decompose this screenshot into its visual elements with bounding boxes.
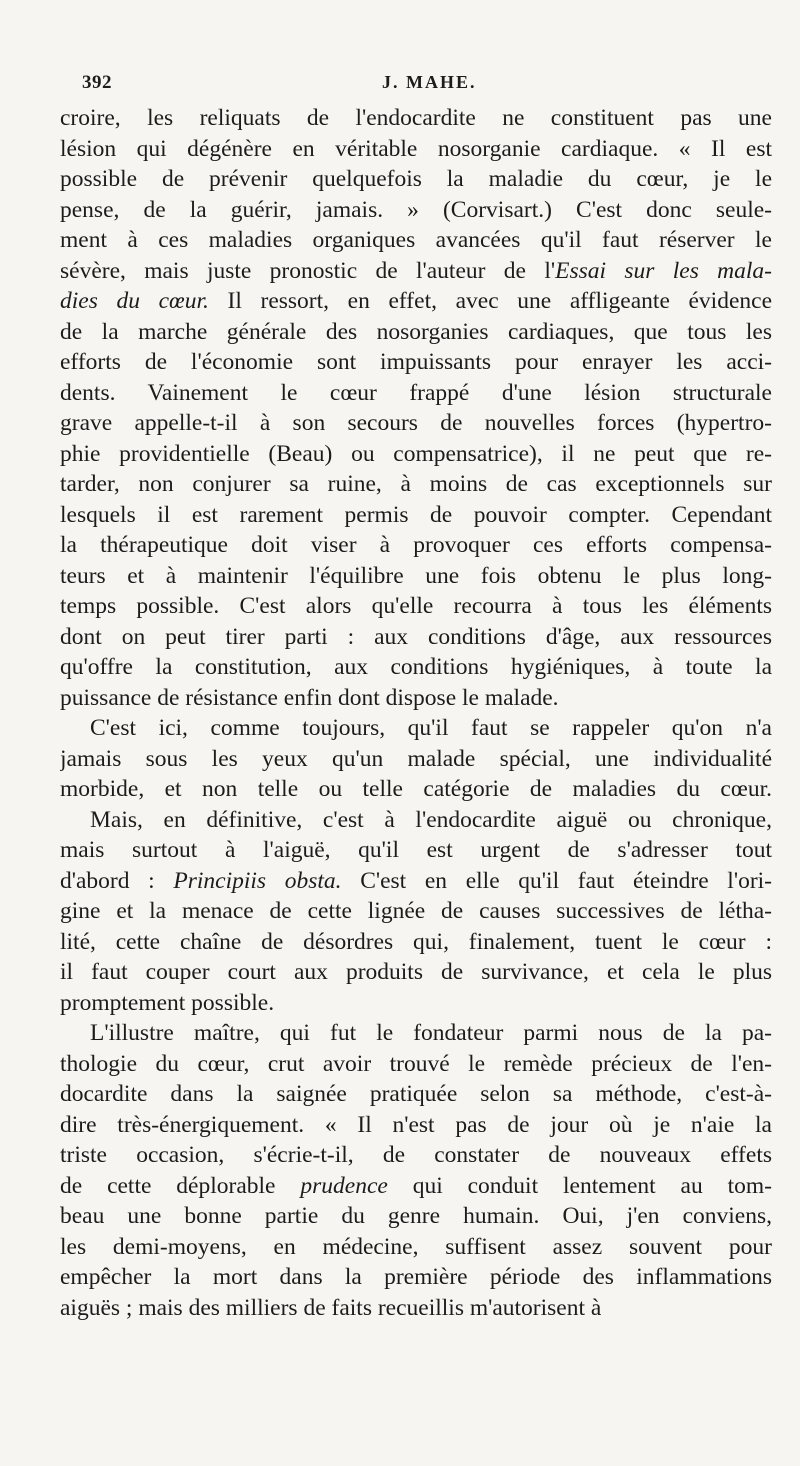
text-line [60,317,772,348]
text-line [60,1079,772,1110]
line-text: pense, de la guérir, jamais. » (Corvisart.) C'est donc seule- [60,196,772,223]
text-line [60,1018,772,1049]
text-line [60,134,772,165]
text-line [60,896,772,927]
text-line [60,1293,772,1324]
line-text: C'est ici, comme toujours, qu'il faut se rappeler qu'on n'a [90,715,772,741]
text-line [60,561,772,592]
line-text: efforts de l'économie sont impuissants pour enrayer les acci- [60,349,772,375]
line-text: temps possible. C'est alors qu'elle recourra à tous les éléments [60,593,772,619]
line-text: Mais, en définitive, c'est à l'endocardite aiguë ou chronique, [90,806,772,833]
text-line [60,1049,772,1080]
italic-text: dies du cœur. [60,288,209,314]
line-text: croire, les reliquats de l'endocardite ne constituent pas une [60,105,772,131]
line-text: qu'offre la constitution, aux conditions hygiéniques, à toute la [60,654,772,680]
body-text [60,103,772,1323]
text-line [60,408,772,439]
italic-text: prudence [300,1172,388,1199]
text-line [60,744,772,775]
line-text: lésion qui dégénère en véritable nosorganie cardiaque. « Il est [60,135,772,162]
line-text: jamais sous les yeux qu'un malade spécial, une individualité [60,745,772,772]
line-text: de la marche générale des nosorganies cardiaques, que tous les [60,318,772,345]
text-line [60,774,772,805]
line-text: triste occasion, s'écrie-t-il, de constater de nouveaux effets [60,1142,772,1168]
line-text: tarder, non conjurer sa ruine, à moins de cas exceptionnels sur [60,471,772,497]
text-line [60,1110,772,1141]
line-text: mais surtout à l'aiguë, qu'il est urgent de s'adresser tout [60,837,772,863]
text-line [60,1232,772,1263]
text-line [60,927,772,958]
line-text: les demi-moyens, en médecine, suffisent assez souvent pour [60,1233,772,1260]
line-text: Il ressort, en effet, avec une affligeante évidence [208,288,772,314]
text-line [60,164,772,195]
text-line [60,988,772,1019]
line-text: lesquels il est rarement permis de pouvoir compter. Cependant [60,501,772,528]
text-line [60,439,772,470]
italic-text: Principiis obsta. [173,867,342,894]
line-text: morbide, et non telle ou telle catégorie de maladies du cœur. [60,776,772,802]
text-line [60,805,772,836]
text-line [60,1140,772,1171]
text-line [60,286,772,317]
text-line [60,957,772,988]
text-line [60,530,772,561]
line-text: de cette déplorable [60,1172,301,1199]
text-line [60,591,772,622]
line-text: la thérapeutique doit viser à provoquer ces efforts compensa- [60,532,772,558]
line-text: C'est en elle qu'il faut éteindre l'ori- [341,867,772,894]
line-text: dents. Vainement le cœur frappé d'une lésion structurale [60,379,772,406]
text-line [60,225,772,256]
page-header [82,72,772,100]
line-text: qui conduit lentement au tom- [387,1172,772,1199]
line-text: possible de prévenir quelquefois la maladie du cœur, je le [60,166,772,192]
line-text: phie providentielle (Beau) ou compensatrice), il ne peut que re- [60,440,772,467]
italic-text: Essai sur les mala- [555,257,772,284]
text-line [60,378,772,409]
text-line [60,652,772,683]
line-text: empêcher la mort dans la première période des inflammations [60,1264,772,1290]
text-line [60,469,772,500]
running-head: J. MAHE. [382,72,477,92]
line-text: il faut couper court aux produits de survivance, et cela le plus [60,959,772,985]
text-line [60,1262,772,1293]
line-text: promptement possible. [60,989,275,1016]
line-text: gine et la menace de cette lignée de causes successives de létha- [60,898,772,924]
line-text: puissance de résistance enfin dont dispose le malade. [60,684,559,711]
text-line [60,866,772,897]
page-number: 392 [82,72,112,93]
line-text: ment à ces maladies organiques avancées qu'il faut réserver le [60,227,772,253]
line-text: dont on peut tirer parti : aux conditions d'âge, aux ressources [60,623,772,650]
line-text: d'abord : [60,867,174,894]
line-text: sévère, mais juste pronostic de l'auteur de l' [60,257,556,284]
text-line [60,835,772,866]
text-line [60,347,772,378]
line-text: L'illustre maître, qui fut le fondateur parmi nous de la pa- [90,1020,772,1046]
text-line [60,683,772,714]
text-line [60,622,772,653]
line-text: aiguës ; mais des milliers de faits recueillis m'autorisent à [60,1294,602,1321]
text-line [60,713,772,744]
line-text: lité, cette chaîne de désordres qui, finalement, tuent le cœur : [60,928,772,955]
line-text: teurs et à maintenir l'équilibre une fois obtenu le plus long- [60,562,772,589]
text-line [60,195,772,226]
text-line [60,500,772,531]
line-text: dire très-énergiquement. « Il n'est pas de jour où je n'aie la [60,1111,772,1138]
text-line [60,1201,772,1232]
line-text: beau une bonne partie du genre humain. Oui, j'en conviens, [60,1203,772,1229]
text-line [60,1171,772,1202]
text-line [60,103,772,134]
line-text: grave appelle-t-il à son secours de nouvelles forces (hypertro- [60,410,772,436]
line-text: docardite dans la saignée pratiquée selon sa méthode, c'est-à- [60,1081,772,1107]
line-text: thologie du cœur, crut avoir trouvé le remède précieux de l'en- [60,1050,772,1077]
text-line [60,256,772,287]
